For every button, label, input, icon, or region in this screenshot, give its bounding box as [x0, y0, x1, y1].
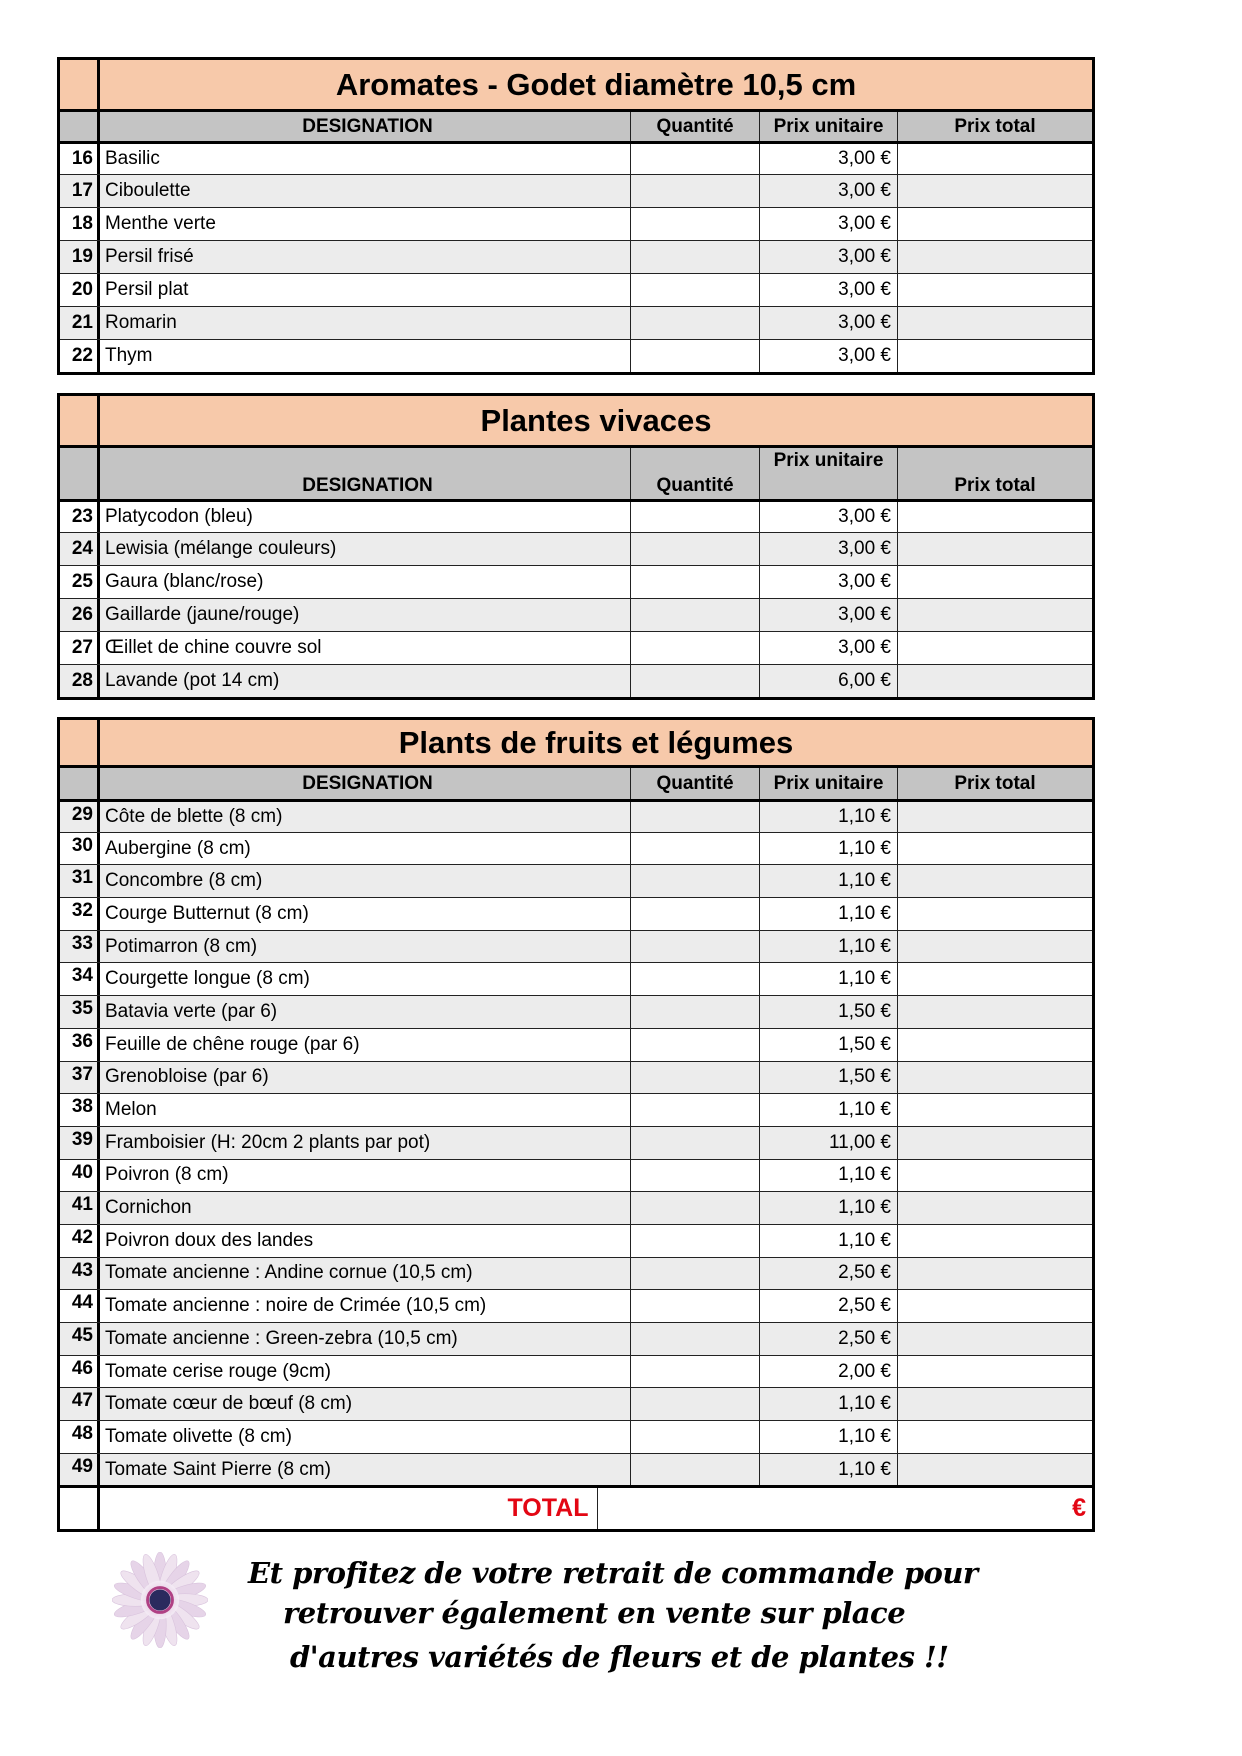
quantity-input[interactable]: [631, 599, 760, 631]
table-row: [60, 864, 1092, 897]
table-row: [60, 799, 1092, 832]
total-price-field[interactable]: [898, 1029, 1092, 1061]
product-designation: Basilic: [100, 144, 631, 174]
product-designation: Poivron (8 cm): [100, 1160, 631, 1192]
unit-price: 1,50 €: [760, 996, 898, 1028]
total-price-field[interactable]: [898, 307, 1092, 339]
section-table: [57, 717, 1095, 1532]
section-table: [57, 57, 1095, 375]
table-row: [60, 1191, 1092, 1224]
unit-price: 3,00 €: [760, 533, 898, 565]
unit-price: 1,10 €: [760, 1160, 898, 1192]
table-row: [60, 1257, 1092, 1290]
total-price-field[interactable]: [898, 1127, 1092, 1159]
total-price-field[interactable]: [898, 898, 1092, 930]
product-designation: Tomate cœur de bœuf (8 cm): [100, 1388, 631, 1420]
total-price-field[interactable]: [898, 1323, 1092, 1355]
product-designation: Poivron doux des landes: [100, 1225, 631, 1257]
total-price-field[interactable]: [898, 665, 1092, 697]
total-price-field[interactable]: [898, 502, 1092, 532]
row-number: 38: [60, 1094, 100, 1126]
table-row: [60, 499, 1092, 532]
quantity-input[interactable]: [631, 833, 760, 865]
total-label: TOTAL: [100, 1488, 598, 1529]
table-row: [60, 832, 1092, 865]
quantity-input[interactable]: [631, 963, 760, 995]
row-number: 33: [60, 931, 100, 963]
quantity-input[interactable]: [631, 175, 760, 207]
table-row: [60, 1126, 1092, 1159]
table-row: [60, 1420, 1092, 1453]
row-number: 26: [60, 599, 100, 631]
total-price-field[interactable]: [898, 963, 1092, 995]
table-row: [60, 141, 1092, 174]
row-number: 20: [60, 274, 100, 306]
unit-price: 1,10 €: [760, 898, 898, 930]
table-row: [60, 930, 1092, 963]
product-designation: Gaillarde (jaune/rouge): [100, 599, 631, 631]
table-row: [60, 565, 1092, 598]
grand-total-row: [60, 1485, 1092, 1529]
unit-price: 3,00 €: [760, 307, 898, 339]
total-price-field[interactable]: [898, 1192, 1092, 1224]
total-price-field[interactable]: [898, 833, 1092, 865]
section-title-row: [60, 60, 1092, 109]
quantity-input[interactable]: [631, 502, 760, 532]
total-price-field[interactable]: [898, 566, 1092, 598]
quantity-input[interactable]: [631, 1029, 760, 1061]
title-spacer: [60, 720, 100, 765]
row-number: 27: [60, 632, 100, 664]
table-row: [60, 1028, 1092, 1061]
total-value[interactable]: €: [1072, 1494, 1086, 1523]
quantity-input[interactable]: [631, 632, 760, 664]
product-designation: Aubergine (8 cm): [100, 833, 631, 865]
quantity-input[interactable]: [631, 1258, 760, 1290]
quantity-input[interactable]: [631, 931, 760, 963]
unit-price: 1,10 €: [760, 865, 898, 897]
quantity-input[interactable]: [631, 1192, 760, 1224]
row-number: 46: [60, 1356, 100, 1388]
row-number: 45: [60, 1323, 100, 1355]
unit-price: 2,50 €: [760, 1258, 898, 1290]
quantity-input[interactable]: [631, 865, 760, 897]
quantity-input[interactable]: [631, 996, 760, 1028]
quantity-input[interactable]: [631, 1062, 760, 1094]
total-price-field[interactable]: [898, 1258, 1092, 1290]
unit-price: 1,10 €: [760, 1192, 898, 1224]
unit-price: 3,00 €: [760, 241, 898, 273]
total-price-field[interactable]: [898, 533, 1092, 565]
table-row: [60, 306, 1092, 339]
title-spacer: [60, 60, 100, 109]
footer-line-3: d'autres variétés de fleurs et de plantes !!: [290, 1640, 949, 1674]
column-header-row: [60, 765, 1092, 799]
row-number: 30: [60, 833, 100, 865]
total-price-field[interactable]: [898, 865, 1092, 897]
table-row: [60, 174, 1092, 207]
table-row: [60, 1061, 1092, 1094]
row-number: 41: [60, 1192, 100, 1224]
quantity-input[interactable]: [631, 1160, 760, 1192]
table-row: [60, 1453, 1092, 1486]
unit-price: 11,00 €: [760, 1127, 898, 1159]
quantity-input[interactable]: [631, 208, 760, 240]
unit-price: 1,10 €: [760, 1388, 898, 1420]
unit-price: 3,00 €: [760, 340, 898, 372]
quantity-input[interactable]: [631, 533, 760, 565]
row-number: 23: [60, 502, 100, 532]
row-number: 36: [60, 1029, 100, 1061]
table-row: [60, 1093, 1092, 1126]
unit-price: 2,00 €: [760, 1356, 898, 1388]
quantity-input[interactable]: [631, 1323, 760, 1355]
footer-line-1: Et profitez de votre retrait de commande pour: [248, 1556, 978, 1590]
header-designation: DESIGNATION: [100, 448, 631, 499]
row-number: 31: [60, 865, 100, 897]
product-designation: Œillet de chine couvre sol: [100, 632, 631, 664]
product-designation: Thym: [100, 340, 631, 372]
row-number: 24: [60, 533, 100, 565]
header-prix-total: Prix total: [898, 448, 1092, 499]
section-title: Plantes vivaces: [100, 396, 1092, 445]
total-price-field[interactable]: [898, 144, 1092, 174]
product-designation: Concombre (8 cm): [100, 865, 631, 897]
quantity-input[interactable]: [631, 1356, 760, 1388]
quantity-input[interactable]: [631, 1290, 760, 1322]
unit-price: 2,50 €: [760, 1290, 898, 1322]
product-designation: Lavande (pot 14 cm): [100, 665, 631, 697]
table-row: [60, 1322, 1092, 1355]
total-price-field[interactable]: [898, 632, 1092, 664]
product-designation: Côte de blette (8 cm): [100, 802, 631, 832]
product-designation: Ciboulette: [100, 175, 631, 207]
header-quantite: Quantité: [631, 112, 760, 141]
header-quantite: Quantité: [631, 768, 760, 799]
header-quantite: Quantité: [631, 448, 760, 499]
product-designation: Tomate olivette (8 cm): [100, 1421, 631, 1453]
quantity-input[interactable]: [631, 241, 760, 273]
header-prix-total: Prix total: [898, 768, 1092, 799]
total-price-field[interactable]: [898, 175, 1092, 207]
total-price-field[interactable]: [898, 1356, 1092, 1388]
row-number: 37: [60, 1062, 100, 1094]
product-designation: Romarin: [100, 307, 631, 339]
section-table: [57, 393, 1095, 700]
total-spacer: [60, 1488, 100, 1529]
row-number: 42: [60, 1225, 100, 1257]
product-designation: Framboisier (H: 20cm 2 plants par pot): [100, 1127, 631, 1159]
product-designation: Tomate ancienne : Green-zebra (10,5 cm): [100, 1323, 631, 1355]
unit-price: 3,00 €: [760, 274, 898, 306]
total-price-field[interactable]: [898, 599, 1092, 631]
unit-price: 3,00 €: [760, 502, 898, 532]
product-designation: Melon: [100, 1094, 631, 1126]
quantity-input[interactable]: [631, 802, 760, 832]
unit-price: 3,00 €: [760, 632, 898, 664]
unit-price: 1,10 €: [760, 1454, 898, 1486]
product-designation: Courgette longue (8 cm): [100, 963, 631, 995]
row-number: 44: [60, 1290, 100, 1322]
product-designation: Grenobloise (par 6): [100, 1062, 631, 1094]
product-designation: Persil plat: [100, 274, 631, 306]
row-number: 17: [60, 175, 100, 207]
quantity-input[interactable]: [631, 1388, 760, 1420]
table-row: [60, 631, 1092, 664]
header-designation: DESIGNATION: [100, 768, 631, 799]
unit-price: 3,00 €: [760, 208, 898, 240]
unit-price: 1,50 €: [760, 1029, 898, 1061]
total-price-field[interactable]: [898, 1454, 1092, 1486]
column-header-row: [60, 109, 1092, 141]
total-price-field[interactable]: [898, 1062, 1092, 1094]
quantity-input[interactable]: [631, 665, 760, 697]
product-designation: Tomate ancienne : noire de Crimée (10,5 cm): [100, 1290, 631, 1322]
product-designation: Platycodon (bleu): [100, 502, 631, 532]
table-row: [60, 1289, 1092, 1322]
quantity-input[interactable]: [631, 898, 760, 930]
quantity-input[interactable]: [631, 1127, 760, 1159]
section-title-row: [60, 396, 1092, 445]
product-designation: Lewisia (mélange couleurs): [100, 533, 631, 565]
table-row: [60, 207, 1092, 240]
header-prix-unitaire: Prix unitaire: [760, 112, 898, 141]
total-price-field[interactable]: [898, 1160, 1092, 1192]
table-row: [60, 532, 1092, 565]
table-row: [60, 339, 1092, 372]
header-spacer: [60, 112, 100, 141]
row-number: 35: [60, 996, 100, 1028]
total-price-field[interactable]: [898, 1290, 1092, 1322]
unit-price: 3,00 €: [760, 175, 898, 207]
table-row: [60, 1224, 1092, 1257]
unit-price: 1,10 €: [760, 1421, 898, 1453]
total-price-field[interactable]: [898, 996, 1092, 1028]
header-spacer: [60, 768, 100, 799]
header-prix-unitaire: Prix unitaire: [760, 768, 898, 799]
column-header-row: [60, 445, 1092, 499]
table-row: [60, 664, 1092, 697]
row-number: 48: [60, 1421, 100, 1453]
product-designation: Batavia verte (par 6): [100, 996, 631, 1028]
product-designation: Persil frisé: [100, 241, 631, 273]
header-prix-unitaire: Prix unitaire: [760, 448, 898, 499]
row-number: 19: [60, 241, 100, 273]
product-designation: Tomate cerise rouge (9cm): [100, 1356, 631, 1388]
quantity-input[interactable]: [631, 1454, 760, 1486]
quantity-input[interactable]: [631, 1094, 760, 1126]
row-number: 21: [60, 307, 100, 339]
quantity-input[interactable]: [631, 307, 760, 339]
table-row: [60, 1355, 1092, 1388]
header-designation: DESIGNATION: [100, 112, 631, 141]
product-designation: Feuille de chêne rouge (par 6): [100, 1029, 631, 1061]
unit-price: 1,10 €: [760, 1225, 898, 1257]
total-price-field[interactable]: [898, 802, 1092, 832]
section-title: Plants de fruits et légumes: [100, 720, 1092, 765]
table-row: [60, 897, 1092, 930]
unit-price: 6,00 €: [760, 665, 898, 697]
table-row: [60, 962, 1092, 995]
header-spacer: [60, 448, 100, 499]
total-price-field[interactable]: [898, 340, 1092, 372]
row-number: 47: [60, 1388, 100, 1420]
unit-price: 1,10 €: [760, 833, 898, 865]
table-row: [60, 598, 1092, 631]
product-designation: Tomate ancienne : Andine cornue (10,5 cm): [100, 1258, 631, 1290]
unit-price: 1,10 €: [760, 963, 898, 995]
table-row: [60, 1159, 1092, 1192]
title-spacer: [60, 396, 100, 445]
quantity-input[interactable]: [631, 340, 760, 372]
row-number: 22: [60, 340, 100, 372]
row-number: 40: [60, 1160, 100, 1192]
unit-price: 2,50 €: [760, 1323, 898, 1355]
unit-price: 1,50 €: [760, 1062, 898, 1094]
unit-price: 3,00 €: [760, 599, 898, 631]
product-designation: Tomate Saint Pierre (8 cm): [100, 1454, 631, 1486]
table-row: [60, 240, 1092, 273]
product-designation: Cornichon: [100, 1192, 631, 1224]
total-price-field[interactable]: [898, 241, 1092, 273]
row-number: 29: [60, 802, 100, 832]
row-number: 49: [60, 1454, 100, 1486]
total-price-field[interactable]: [898, 1388, 1092, 1420]
quantity-input[interactable]: [631, 566, 760, 598]
footer-line-2: retrouver également en vente sur place: [283, 1596, 906, 1630]
product-designation: Gaura (blanc/rose): [100, 566, 631, 598]
row-number: 34: [60, 963, 100, 995]
total-price-field[interactable]: [898, 1094, 1092, 1126]
product-designation: Menthe verte: [100, 208, 631, 240]
product-designation: Courge Butternut (8 cm): [100, 898, 631, 930]
unit-price: 3,00 €: [760, 144, 898, 174]
section-title: Aromates - Godet diamètre 10,5 cm: [100, 60, 1092, 109]
total-price-field[interactable]: [898, 931, 1092, 963]
row-number: 25: [60, 566, 100, 598]
quantity-input[interactable]: [631, 274, 760, 306]
header-prix-total: Prix total: [898, 112, 1092, 141]
row-number: 16: [60, 144, 100, 174]
row-number: 39: [60, 1127, 100, 1159]
row-number: 28: [60, 665, 100, 697]
total-price-field[interactable]: [898, 208, 1092, 240]
quantity-input[interactable]: [631, 1421, 760, 1453]
unit-price: 1,10 €: [760, 802, 898, 832]
unit-price: 3,00 €: [760, 566, 898, 598]
quantity-input[interactable]: [631, 1225, 760, 1257]
table-row: [60, 273, 1092, 306]
section-title-row: [60, 720, 1092, 765]
total-price-field[interactable]: [898, 1225, 1092, 1257]
quantity-input[interactable]: [631, 144, 760, 174]
total-price-field[interactable]: [898, 1421, 1092, 1453]
table-row: [60, 995, 1092, 1028]
table-row: [60, 1387, 1092, 1420]
total-price-field[interactable]: [898, 274, 1092, 306]
row-number: 18: [60, 208, 100, 240]
unit-price: 1,10 €: [760, 1094, 898, 1126]
row-number: 43: [60, 1258, 100, 1290]
product-designation: Potimarron (8 cm): [100, 931, 631, 963]
unit-price: 1,10 €: [760, 931, 898, 963]
daisy-flower-icon: [112, 1552, 208, 1648]
row-number: 32: [60, 898, 100, 930]
